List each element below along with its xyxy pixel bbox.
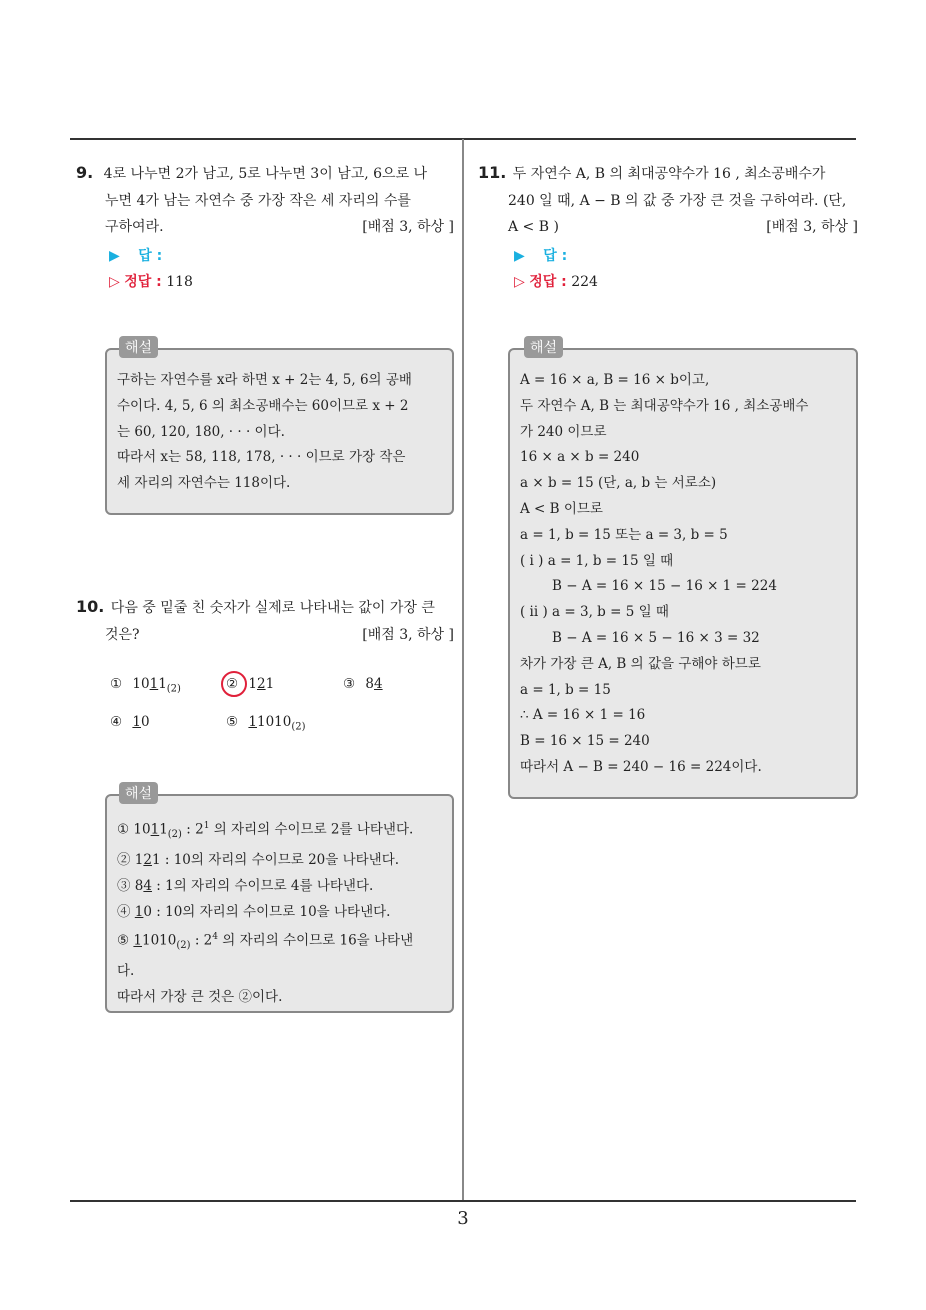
- answer-row: [109, 243, 454, 269]
- correct-value: 224: [571, 273, 598, 290]
- choice-3[interactable]: ③ 84: [343, 676, 383, 692]
- correct-label: 정답 :: [124, 273, 162, 290]
- bottom-rule: [70, 1200, 856, 1202]
- answer-row: [514, 243, 858, 269]
- correct-value: 118: [166, 273, 193, 290]
- question-meta: [배점 3, 하상 ]: [766, 219, 858, 235]
- question-number: 11.: [478, 163, 507, 182]
- explanation-body: A = 16 × a, B = 16 × b이고, 두 자연수 A, B 는 최대공약수가 16 , 최소공배수 가 240 이므로 16 × a × b = 240 a × b = 15 (단, a, b 는 서로소) A < B 이므로 a = 1, b = 15 또는 a = 3, b = 5 ( i ) a = 1, b = 15 일 때 B − A = 16 × 15 − 16 × 1 = 224 ( ii ) a = 3, b = 5 일 때 B − A = 16 × 5 − 16 × 3 = 32 차가 가장 큰 A, B 의 값을 구해야 하므로 a = 1, b = 15 ∴ A = 16 × 1 = 16 B = 16 × 15 = 240 따라서 A − B = 240 − 16 = 224이다.: [520, 372, 809, 775]
- answer-label: 답 :: [543, 247, 568, 264]
- choice-4[interactable]: ④ 10: [110, 714, 150, 730]
- outline-triangle-icon: ▷: [514, 273, 525, 290]
- question-10-text: 10. 다음 중 밑줄 친 숫자가 실제로 나타내는 값이 가장 큰 것은? [배점 3, 하상 ]: [76, 594, 454, 648]
- question-meta: [배점 3, 하상 ]: [362, 626, 454, 643]
- explanation-box-11: [508, 340, 858, 799]
- explanation-body: ① $1011_{(2)}$ : $2^1$ 의 자리의 수이므로 2를 나타낸다. ② 121 : 10의 자리의 수이므로 20을 나타낸다. ③ 84 : 1의 자리의 수이므로 4를 나타낸다. ④ 10 : 10의 자리의 수이므로 10을 나타낸다. ⑤ $11010_{(2)}$ : $2^4$ 의 자리의 수이므로 16을 나타낸 다. 따라서 가장 큰 것은 ②이다.: [117, 821, 414, 1006]
- choice-5[interactable]: ⑤ $11010_{(2)}$: [226, 714, 306, 733]
- question-11-text: 11. 두 자연수 A, B 의 최대공약수가 16 , 최소공배수가 240 일 때, A − B 의 값 중 가장 큰 것을 구하여라. (단, A < B ) [배점 3, 하상 ]: [478, 160, 858, 241]
- explanation-tag: 해설: [524, 336, 563, 358]
- question-number: 10.: [76, 597, 105, 616]
- explanation-box-9: [105, 340, 454, 515]
- explanation-tag: 해설: [119, 782, 158, 804]
- correct-label: 정답 :: [529, 273, 567, 290]
- question-9: [76, 160, 454, 295]
- answer-label: 답 :: [138, 247, 163, 264]
- explanation-tag: 해설: [119, 336, 158, 358]
- question-meta: [배점 3, 하상 ]: [362, 219, 454, 235]
- choice-1[interactable]: ① $1011_{(2)}$: [110, 676, 181, 695]
- question-10: [76, 594, 454, 648]
- explanation-body: 구하는 자연수를 x라 하면 x + 2는 4, 5, 6의 공배 수이다. 4, 5, 6 의 최소공배수는 60이므로 x + 2 는 60, 120, 180, · · · 이다. 따라서 x는 58, 118, 178, · · · 이므로 가장 작은 세 자리의 자연수는 118이다.: [117, 372, 412, 492]
- question-9-text: 9. 4로 나누면 2가 남고, 5로 나누면 3이 남고, 6으로 나 누면 4가 남는 자연수 중 가장 작은 세 자리의 수를 구하여라. [배점 3, 하상 ]: [76, 160, 454, 241]
- question-11: [478, 160, 858, 295]
- outline-triangle-icon: ▷: [109, 273, 120, 290]
- correct-answer-row: [109, 269, 454, 295]
- choice-2[interactable]: ② 121: [226, 676, 275, 692]
- page-number: 3: [457, 1208, 469, 1229]
- play-triangle-icon: ▶: [514, 247, 525, 264]
- play-triangle-icon: ▶: [109, 247, 120, 264]
- column-divider: [462, 139, 464, 1201]
- correct-answer-row: [514, 269, 858, 295]
- question-number: 9.: [76, 163, 94, 182]
- explanation-box-10: [105, 786, 454, 1013]
